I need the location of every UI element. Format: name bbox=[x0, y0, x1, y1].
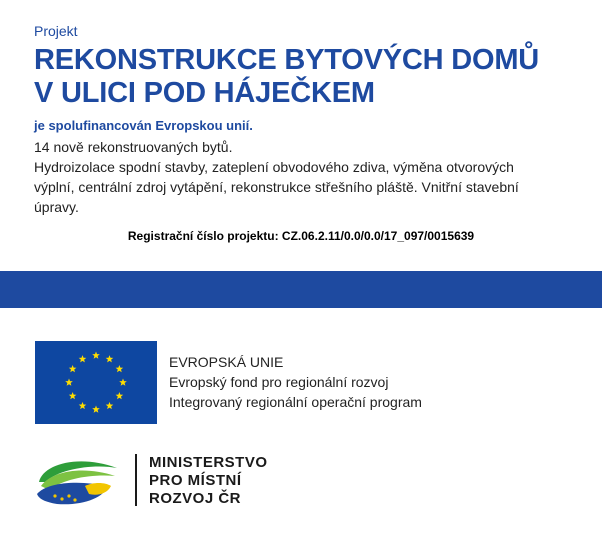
cofinanced-statement: je spolufinancován Evropskou unií. bbox=[34, 118, 253, 133]
ministry-logo-icon bbox=[35, 452, 121, 508]
registration-number: Registrační číslo projektu: CZ.06.2.11/0.0/0.0/17_097/0015639 bbox=[127, 229, 475, 243]
eu-programme: Integrovaný regionální operační program bbox=[169, 394, 422, 410]
eu-flag-icon bbox=[35, 341, 157, 424]
ministry-line: MINISTERSTVO bbox=[149, 454, 268, 471]
logo-divider bbox=[135, 454, 137, 506]
description-line: 14 nově rekonstruovaných bytů. bbox=[34, 139, 233, 155]
eu-fund: Evropský fond pro regionální rozvoj bbox=[169, 374, 389, 390]
project-description bbox=[34, 137, 594, 217]
ministry-line: ROZVOJ ČR bbox=[149, 490, 242, 507]
eu-text-block bbox=[169, 352, 422, 412]
project-kicker: Projekt bbox=[34, 23, 78, 39]
ministry-name bbox=[149, 454, 268, 508]
description-line: Hydroizolace spodní stavby, zateplení obvodového zdiva, výměna otvorových bbox=[34, 159, 514, 175]
description-line: výplní, centrální zdroj vytápění, rekonstrukce střešního pláště. Vnitřní stavební bbox=[34, 179, 519, 195]
project-title-line2: V ULICI POD HÁJEČKEM bbox=[34, 77, 375, 109]
project-title-line1: REKONSTRUKCE BYTOVÝCH DOMŮ bbox=[34, 44, 540, 76]
ministry-line: PRO MÍSTNÍ bbox=[149, 472, 242, 489]
project-title bbox=[34, 44, 594, 110]
description-line: úpravy. bbox=[34, 199, 79, 215]
project-header bbox=[34, 22, 594, 217]
blue-band bbox=[0, 271, 602, 308]
eu-name: EVROPSKÁ UNIE bbox=[169, 354, 284, 370]
